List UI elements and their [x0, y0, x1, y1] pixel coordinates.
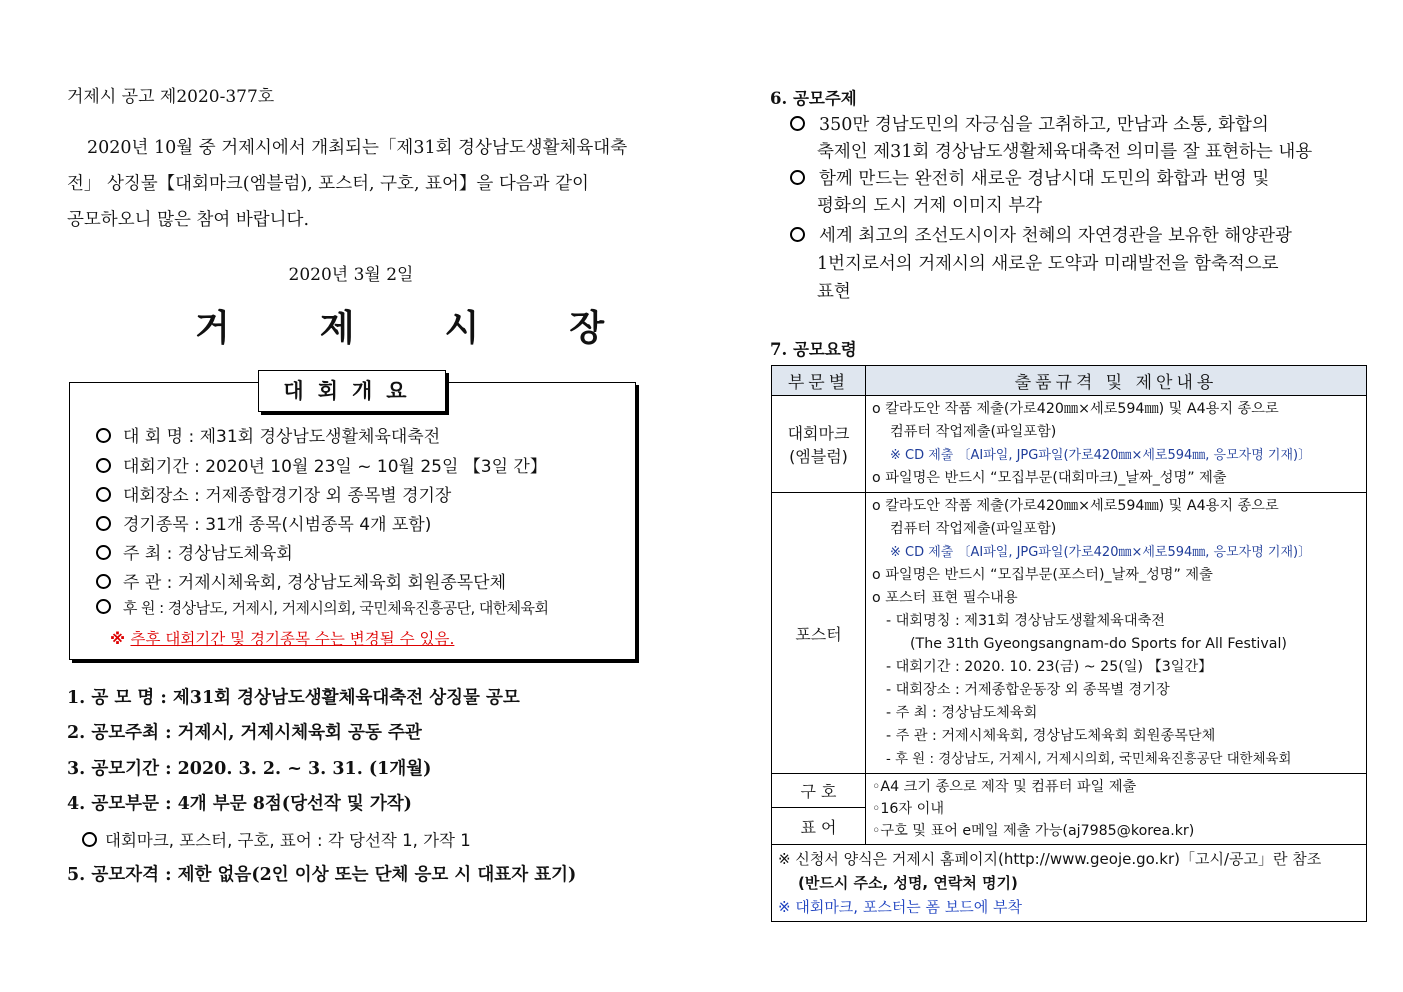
section-subitem: 대회마크, 포스터, 구호, 표어 : 각 당선작 1, 가작 1: [82, 827, 471, 851]
section-title: 6. 공모주제: [770, 89, 857, 108]
intro-paragraph: [67, 130, 635, 238]
theme-item: 350만 경남도민의 자긍심을 고취하고, 만남과 소통, 화합의 축제인 제31회 경상남도생활체육대축전 의미를 잘 표현하는 내용: [790, 112, 1312, 166]
circle-bullet-icon: [82, 832, 97, 847]
table-row: [772, 774, 1367, 808]
overview-row: 주 관 : 거제시체육회, 경상남도체육회 회원종목단체: [96, 568, 506, 593]
overview-row: 후 원 : 경상남도, 거제시, 거제시의회, 국민체육진흥공단, 대한체육회: [96, 597, 548, 618]
category-cell: 포스터: [772, 493, 866, 774]
circle-bullet-icon: [96, 487, 111, 502]
category-cell: 표 어: [772, 808, 866, 845]
table-header-row: [772, 366, 1367, 396]
footer-cell: ※ 신청서 양식은 거제시 홈페이지(http://www.geoje.go.kr)「고시/공고」란 참조 (반드시 주소, 성명, 연락처 명기) ※ 대회마크, 포스터는 폼 보드에 부착: [772, 845, 1367, 922]
circle-bullet-icon: [96, 516, 111, 531]
category-cell: 구 호: [772, 774, 866, 808]
column-header: 출품규격 및 제안내용: [866, 366, 1367, 396]
theme-item: 세계 최고의 조선도시이자 천혜의 자연경관을 보유한 해양관광 1번지로서의 거제시의 새로운 도약과 미래발전을 함축적으로 표현: [790, 222, 1292, 306]
table-footer-row: [772, 845, 1367, 922]
overview-row: 경기종목 : 31개 종목(시범종목 4개 포함): [96, 510, 431, 535]
notice-number: 거제시 공고 제2020-377호: [67, 87, 275, 107]
overview-title: 대회개요: [258, 370, 446, 412]
overview-row: 대회장소 : 거제종합경기장 외 종목별 경기장: [96, 481, 451, 506]
intro-line: 공모하오니 많은 참여 바랍니다.: [67, 210, 310, 230]
circle-bullet-icon: [96, 545, 111, 560]
table-row: [772, 396, 1367, 493]
section-title: 7. 공모요령: [770, 340, 857, 359]
circle-bullet-icon: [790, 227, 805, 242]
section-title: 4. 공모부문 : 4개 부문 8점(당선작 및 가작): [67, 794, 412, 814]
intro-line: 2020년 10월 중 거제시에서 개최되는「제31회 경상남도생활체육대축: [87, 138, 628, 158]
circle-bullet-icon: [790, 170, 805, 185]
category-cell: 대회마크 (엠블럼): [772, 396, 866, 493]
circle-bullet-icon: [96, 574, 111, 589]
guidelines-table: [771, 365, 1367, 922]
table-row: [772, 493, 1367, 774]
issuer-name: 거제시장: [195, 307, 695, 349]
notice-date: 2020년 3월 2일: [288, 265, 414, 285]
column-header: 부문별: [772, 366, 866, 396]
intro-line: 전」 상징물【대회마크(엠블럼), 포스터, 구호, 표어】을 다음과 같이: [67, 174, 589, 194]
circle-bullet-icon: [96, 458, 111, 473]
content-cell: o 칼라도안 작품 제출(가로420㎜×세로594㎜) 및 A4용지 종으로 컴퓨터 작업제출(파일포함) ※ CD 제출 〔AI파일, JPG파일(가로420㎜×세로594㎜, 응모자명 기재)〕 o 파일명은 반드시 “모집부문(대회마크)_날짜_성명” 제출: [866, 396, 1367, 493]
overview-note: ※ 추후 대회기간 및 경기종목 수는 변경될 수 있음.: [110, 630, 455, 648]
theme-item: 함께 만드는 완전히 새로운 경남시대 도민의 화합과 번영 및 평화의 도시 거제 이미지 부각: [790, 166, 1269, 220]
section-title: 3. 공모기간 : 2020. 3. 2. ~ 3. 31. (1개월): [67, 759, 432, 779]
content-cell: o 칼라도안 작품 제출(가로420㎜×세로594㎜) 및 A4용지 종으로 컴퓨터 작업제출(파일포함) ※ CD 제출 〔AI파일, JPG파일(가로420㎜×세로594㎜, 응모자명 기재)〕 o 파일명은 반드시 “모집부문(포스터)_날짜_성명” 제출 o 포스터 표현 필수내용 - 대회명칭 : 제31회 경상남도생활체육대축전 (The 31th Gyeongsangnam-do Sports for All Festival) - 대회기간 : 2020. 10. 23(금) ~ 25(일) 【3일간】 - 대회장소 : 거제종합운동장 외 종목별 경기장 - 주 최 : 경상남도체육회 - 주 관 : 거제시체육회, 경상남도체육회 회원종목단체 - 후 원 : 경상남도, 거제시, 거제시의회, 국민체육진흥공단 대한체육회: [866, 493, 1367, 774]
circle-bullet-icon: [96, 428, 111, 443]
circle-bullet-icon: [790, 116, 805, 131]
section-title: 1. 공 모 명 : 제31회 경상남도생활체육대축전 상징물 공모: [67, 688, 520, 708]
content-cell: ◦A4 크기 종으로 제작 및 컴퓨터 파일 제출 ◦16자 이내 ◦구호 및 표어 e메일 제출 가능(aj7985@korea.kr): [866, 774, 1367, 845]
overview-row: 대회기간 : 2020년 10월 23일 ~ 10월 25일 【3일 간】: [96, 452, 547, 477]
overview-row: 주 최 : 경상남도체육회: [96, 539, 293, 564]
overview-row: 대 회 명 : 제31회 경상남도생활체육대축전: [96, 422, 440, 447]
section-title: 2. 공모주최 : 거제시, 거제시체육회 공동 주관: [67, 723, 422, 743]
circle-bullet-icon: [96, 599, 111, 614]
section-title: 5. 공모자격 : 제한 없음(2인 이상 또는 단체 응모 시 대표자 표기): [67, 865, 577, 885]
